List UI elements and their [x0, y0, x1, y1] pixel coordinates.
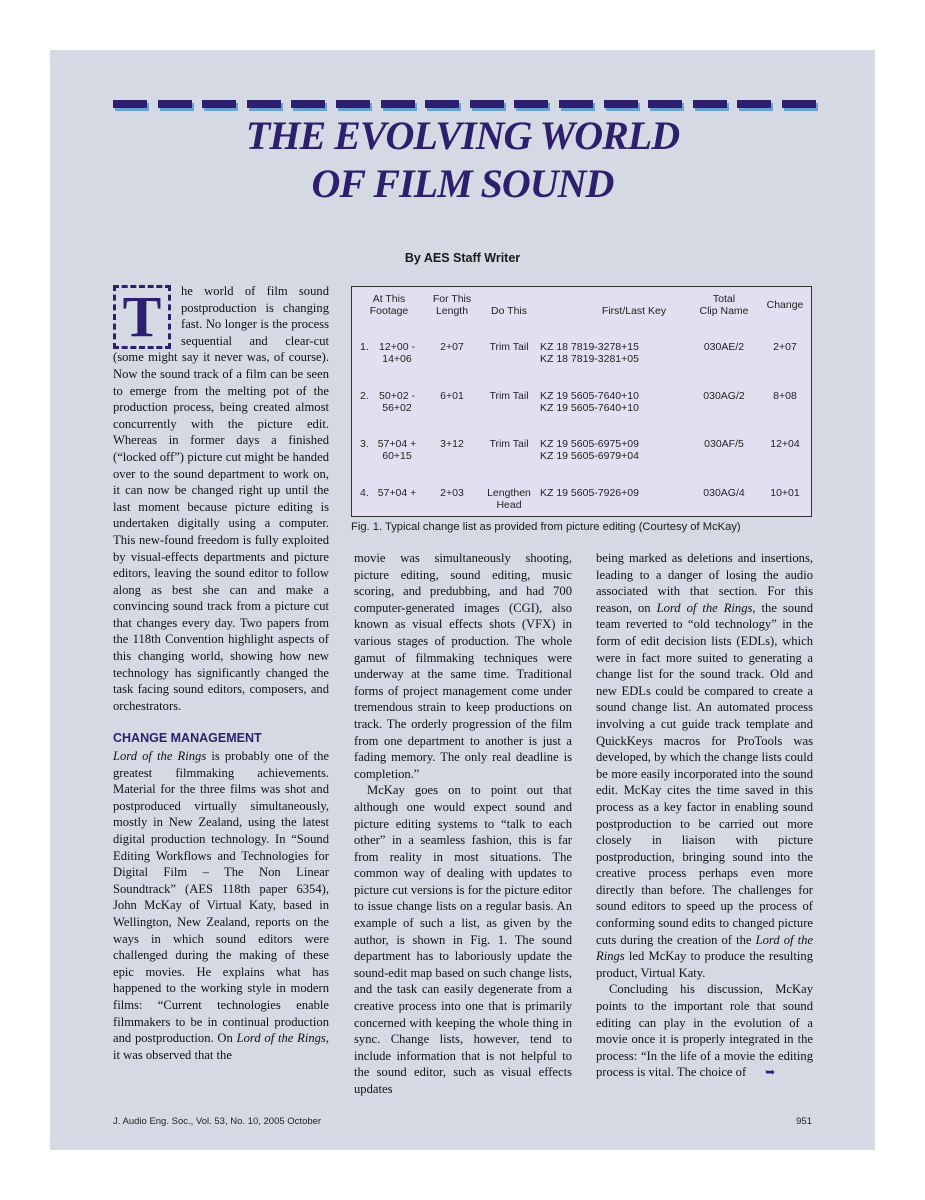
title-line-1: THE EVOLVING WORLD	[245, 113, 680, 158]
header-text: Length	[435, 305, 469, 317]
table-cell-change: 2+07	[773, 341, 797, 353]
header-action: Do This	[491, 305, 527, 317]
table-cell-change: 10+01	[770, 486, 800, 499]
continue-arrow-icon: ➥	[765, 1065, 776, 1080]
title-dash	[514, 100, 548, 108]
body-text: Concluding his discussion, McKay points to the important role that sound editing can play in the evolution of a movie once it is properly integrated in the process: “In the life of a movie the editing process is vital. The choice of	[596, 982, 813, 1080]
table-cell-key: KZ 19 5605-7926+09	[540, 486, 639, 499]
table-cell-key: KZ 19 5605-6975+09 KZ 19 5605-6979+04	[540, 438, 639, 462]
title-dash	[202, 100, 236, 108]
header-text: Footage	[369, 305, 409, 317]
page	[50, 50, 875, 1150]
title-dash	[247, 100, 281, 108]
header-text: Clip Name	[699, 305, 749, 317]
table-cell-action: Trim Tail	[489, 438, 529, 450]
title-dash	[425, 100, 459, 108]
table-cell-footage: 57+04 + 60+15	[377, 438, 417, 462]
header-change: Change	[766, 299, 804, 311]
table-cell-key: KZ 19 5605-7640+10 KZ 19 5605-7640+10	[540, 389, 639, 414]
title-dash	[559, 100, 593, 108]
column-1	[113, 283, 329, 1063]
title-dash	[648, 100, 682, 108]
table-cell-num: 4.	[360, 486, 369, 499]
body-paragraph: movie was simultaneously shooting, picture editing, sound editing, music scoring, and predubbing, and had 700 computer-generated images (CGI), also known as visual effects shots (VFX) in various stages of production. The whole gamut of filmmaking techniques were underway at the same time. Traditional forms of project management come under tremendous strain to keep productions on track. The orderly progression of the film from one department to another is just a fading memory. The only real deadline is completion.”	[354, 551, 572, 781]
header-text: For This	[432, 293, 472, 305]
title-dash	[336, 100, 370, 108]
table-cell-footage: 50+02 - 56+02	[379, 389, 415, 414]
body-paragraph	[596, 550, 813, 981]
table-cell-footage: 57+04 +	[377, 486, 417, 499]
body-text: , it was observed that the	[113, 1031, 329, 1062]
film-title: Lord of the Rings	[656, 600, 753, 615]
intro-paragraph: he world of film sound postproduction is changing fast. No longer is the process sequential and clear-cut (some might say it never was, of course). Now the sound track of a film can be seen to emerge from the melting pot of the production process, being created almost concurrently with the picture edit. Whereas in former days a finished (“locked off”) picture cut might be handed over to the sound department to work on, it can now be changed right up until the last moment because picture editing is undertaken digitally using a computer. This new-found freedom is fully exploited by visual-effects departments and picture editors, leaving the sound editor to follow along as best she can and make a convincing sound track from a picture cut that changes every day. Two papers from the 118th Convention highlight aspects of this changing world, showing how new technology has significantly changed the task facing sound editors, composers, and orchestrators.	[113, 284, 329, 713]
header-text: At This	[372, 293, 406, 305]
table-cell-change: 12+04	[770, 438, 800, 450]
column-3	[596, 550, 813, 1081]
film-title: Lord of the Rings	[596, 932, 814, 964]
header-text: Total	[712, 293, 736, 305]
page-number: 951	[796, 1116, 812, 1127]
title-dash	[291, 100, 325, 108]
table-cell-key: KZ 18 7819-3278+15 KZ 18 7819-3281+05	[540, 341, 639, 365]
article-title	[125, 112, 800, 208]
table-cell-length: 2+07	[440, 341, 464, 353]
table-cell-clip: 030AG/4	[703, 486, 745, 499]
figure-caption: Fig. 1. Typical change list as provided from picture editing (Courtesy of McKay)	[351, 521, 741, 533]
header-key: First/Last Key	[601, 305, 667, 317]
title-dash	[737, 100, 771, 108]
journal-citation: J. Audio Eng. Soc., Vol. 53, No. 10, 2005 October	[113, 1116, 322, 1127]
body-text: is probably one of the greatest filmmaking achievements. Material for the three films was shot and postproduced virtually simultaneously, mostly in New Zealand, using the latest digital production technology. In “Sound Editing Workflows and Technologies for Digital Film – The Non Linear Soundtrack” (AES 118th paper 6354), John McKay of Virtual Katy, based in Wellington, New Zealand, reports on the ways in which sound editors were challenged during the making of these epic movies. He explains what has happened to the working style in modern films: “Current technologies enable filmmakers to be in continual production and postproduction. On	[113, 749, 329, 1046]
table-cell-clip: 030AG/2	[703, 389, 745, 402]
table-cell-clip: 030AF/5	[704, 438, 744, 450]
title-dash	[381, 100, 415, 108]
body-paragraph: McKay goes on to point out that although one would expect sound and picture editing systems to “talk to each other” in a seamless fashion, this is far from reality in most situations. The common way of dealing with updates to picture cut versions is for the picture editor to issue change lists on a regular basis. An example of such a list, as given by the author, is shown in Fig. 1. The sound department has to laboriously update the sound-edit map based on such change lists, and the task can easily degenerate from a creative process into one that is primarily concerned with keeping the whole thing in sync. Change lists, however, tend to include information that is not helpful to the sound editor, such as visual effects updates	[354, 783, 572, 1096]
table-cell-action: Trim Tail	[489, 389, 529, 402]
film-title: Lord of the Rings	[113, 749, 207, 764]
dropcap-letter: T	[122, 284, 162, 349]
title-line-2: OF FILM SOUND	[311, 161, 614, 206]
change-list-figure	[351, 286, 812, 517]
title-dash-rule	[113, 100, 818, 112]
table-cell-num: 2.	[360, 389, 369, 402]
body-text: , the sound team reverted to “old technology” in the form of edit decision lists (EDLs), which were in fact more suited to generating a change list for the sound track. Old and new EDLs could be compared to create a sound change list. An automated process involving a cut guide track template and QuickKeys macros for ProTools was developed, by which the change lists could be more easily incorporated into the sound edit. McKay cites the time saved in this process as a key factor in enabling sound postproduction to be carried out more closely in liaison with picture postproduction, bringing sound into the creative process perhaps even more directly than before. The challenges for sound editors to speed up the process of conforming sound edits to changed picture cuts during the creation of the	[596, 600, 813, 947]
table-cell-num: 3.	[360, 438, 369, 450]
title-dash	[470, 100, 504, 108]
header-footage	[358, 293, 420, 317]
table-cell-action: Trim Tail	[489, 341, 529, 353]
title-dash	[113, 100, 147, 108]
dropcap	[113, 285, 175, 349]
header-length	[424, 293, 480, 317]
header-clip	[690, 293, 758, 317]
table-cell-action: Lengthen Head	[487, 486, 531, 511]
film-title: Lord of the Rings	[236, 1031, 326, 1046]
body-paragraph	[113, 748, 329, 1063]
body-text: led McKay to produce the resulting product, Virtual Katy.	[596, 949, 813, 980]
table-cell-num: 1.	[360, 341, 369, 353]
title-dash	[693, 100, 727, 108]
title-dash	[158, 100, 192, 108]
table-cell-change: 8+08	[773, 389, 797, 402]
column-2	[354, 550, 572, 1098]
table-cell-length: 6+01	[440, 389, 464, 402]
title-dash	[604, 100, 638, 108]
section-heading: CHANGE MANAGEMENT	[113, 731, 262, 746]
title-dash	[782, 100, 816, 108]
table-cell-length: 2+03	[440, 486, 464, 499]
table-cell-clip: 030AE/2	[703, 341, 745, 353]
byline: By AES Staff Writer	[404, 251, 521, 265]
body-paragraph	[596, 981, 813, 1081]
table-cell-length: 3+12	[440, 438, 464, 450]
body-text: being marked as deletions and insertions, leading to a danger of losing the audio associated with that section. For this reason, on	[596, 551, 813, 615]
table-cell-footage: 12+00 - 14+06	[379, 341, 415, 365]
